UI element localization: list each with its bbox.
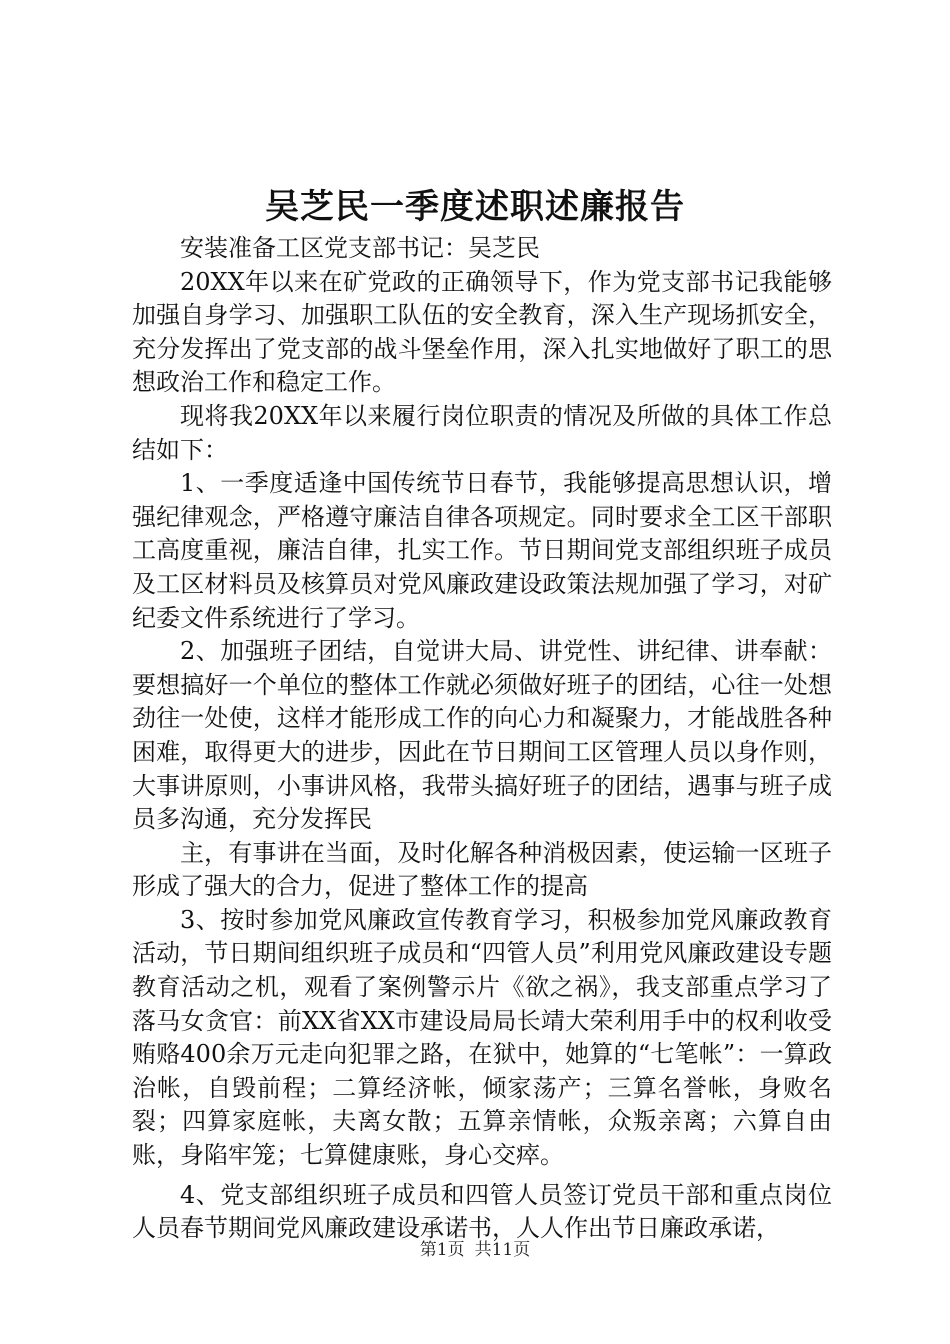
paragraph-intro: 20XX年以来在矿党政的正确领导下，作为党支部书记我能够加强自身学习、加强职工队伍的安全教育，深入生产现场抓安全，充分发挥出了党支部的战斗堡垒作用，深入扎实地做好了职工的思想政治工作和稳定工作。 xyxy=(132,267,832,397)
page-total: 共11页 xyxy=(474,1240,531,1260)
author-line: 安装准备工区党支部书记：吴芝民 xyxy=(180,234,540,262)
page-footer xyxy=(0,1238,950,1262)
paragraph-item-4: 4、党支部组织班子成员和四管人员签订党员干部和重点岗位人员春节期间党风廉政建设承诺书，人人作出节日廉政承诺， xyxy=(132,1180,832,1243)
page-number: 第1页 xyxy=(419,1240,465,1260)
paragraph-item-1: 1、一季度适逢中国传统节日春节，我能够提高思想认识，增强纪律观念，严格遵守廉洁自律各项规定。同时要求全工区干部职工高度重视，廉洁自律，扎实工作。节日期间党支部组织班子成员及工区材料员及核算员对党风廉政建设政策法规加强了学习，对矿纪委文件系统进行了学习。 xyxy=(132,469,832,632)
document-title: 吴芝民一季度述职述廉报告 xyxy=(265,187,685,227)
paragraph-summary-lead: 现将我20XX年以来履行岗位职责的情况及所做的具体工作总结如下： xyxy=(132,401,832,464)
document-body xyxy=(132,232,832,1246)
paragraph-item-2: 2、加强班子团结，自觉讲大局、讲党性、讲纪律、讲奉献：要想搞好一个单位的整体工作就必须做好班子的团结，心往一处想劲往一处使，这样才能形成工作的向心力和凝聚力，才能战胜各种困难，取得更大的进步，因此在节日期间工区管理人员以身作则，大事讲原则，小事讲风格，我带头搞好班子的团结，遇事与班子成员多沟通，充分发挥民 xyxy=(132,637,832,834)
paragraph-item-2-continued: 主，有事讲在当面，及时化解各种消极因素，使运输一区班子形成了强大的合力，促进了整体工作的提高 xyxy=(132,838,832,901)
paragraph-item-3: 3、按时参加党风廉政宣传教育学习，积极参加党风廉政教育活动，节日期间组织班子成员和“四管人员”利用党风廉政建设专题教育活动之机，观看了案例警示片《欲之祸》，我支部重点学习了落马女贪官：前XX省XX市建设局局长靖大荣利用手中的权利收受贿赂400余万元走向犯罪之路，在狱中，她算的“七笔帐”：一算政治帐，自毁前程；二算经济帐，倾家荡产；三算名誉帐，身败名裂；四算家庭帐，夫离女散；五算亲情帐，众叛亲离；六算自由账，身陷牢笼；七算健康账，身心交瘁。 xyxy=(132,905,832,1170)
